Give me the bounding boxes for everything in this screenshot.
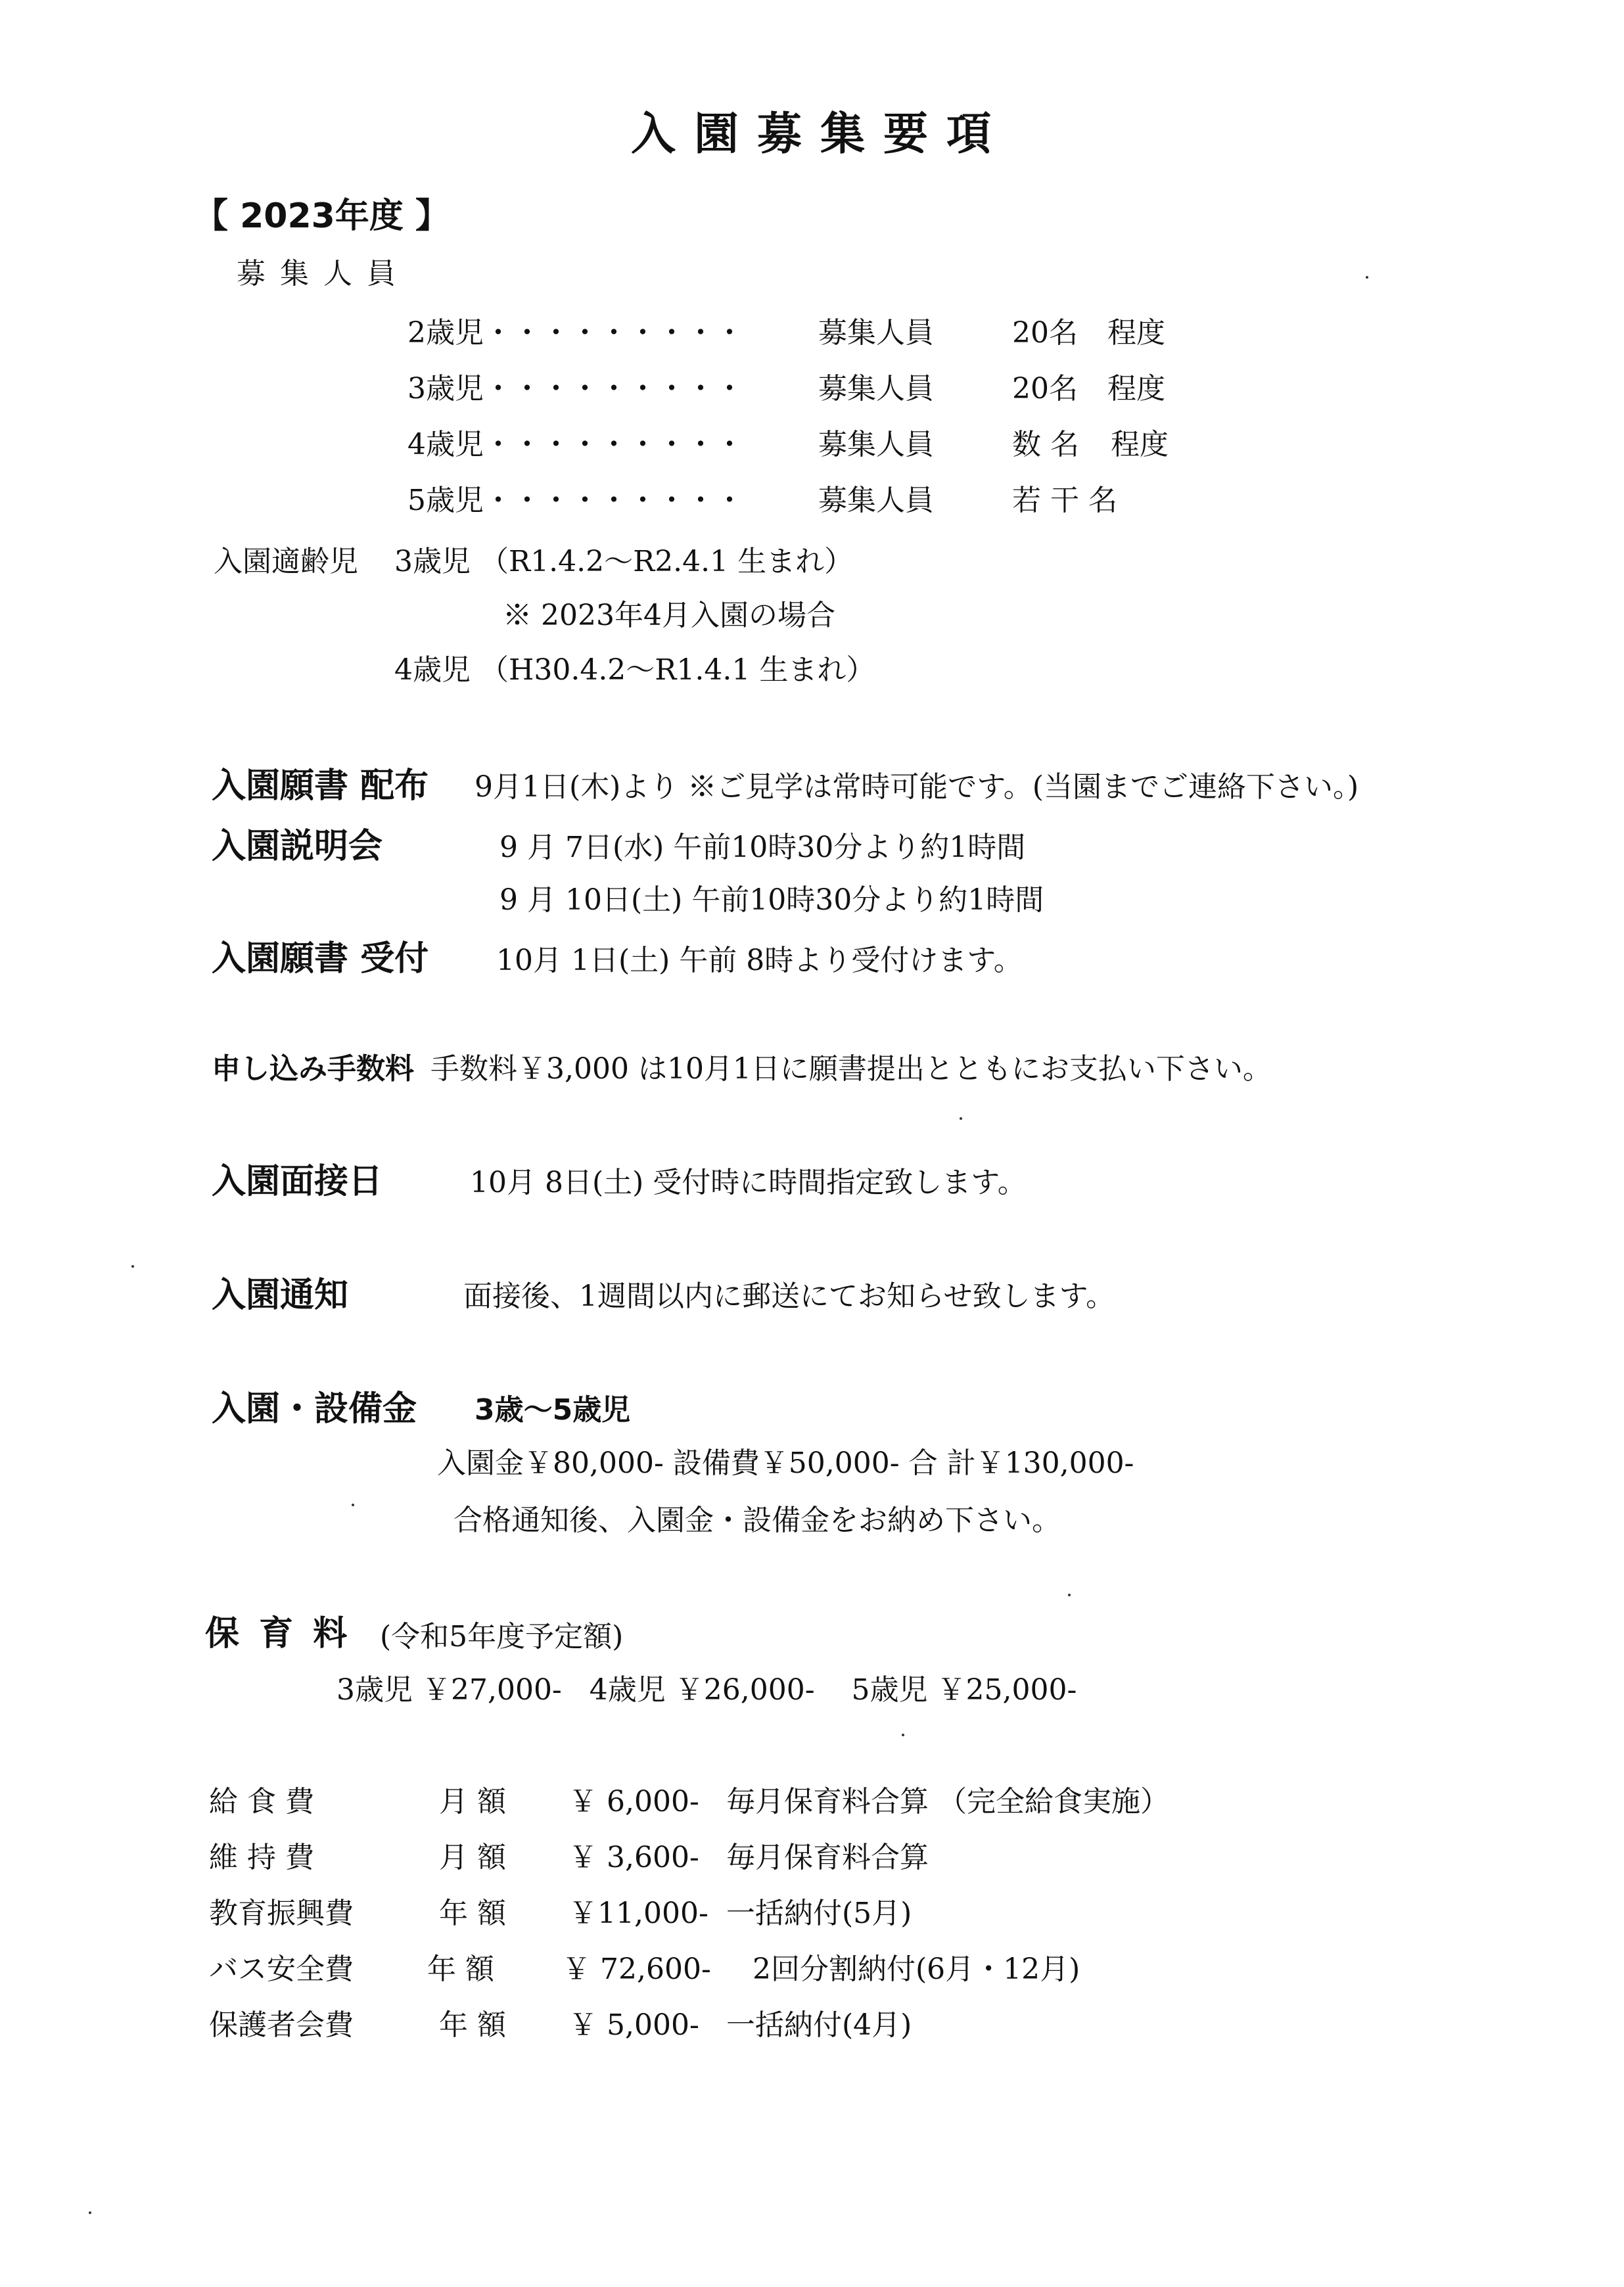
recruit-label: 募集人員: [818, 484, 934, 517]
notice-text: 面接後、1週間以内に郵送にてお知らせ致します。: [463, 1280, 1115, 1313]
recruit-count: 数 名: [1012, 428, 1079, 461]
eligible-line-2: 4歳児 （H30.4.2～R1.4.1 生まれ）: [394, 653, 875, 687]
recruit-label: 募集人員: [818, 316, 934, 350]
tuition-line: 3歳児 ￥27,000- 4歳児 ￥26,000- 5歳児 ￥25,000-: [336, 1673, 1077, 1707]
cost-name: 給 食 費: [209, 1785, 314, 1818]
recruit-count: 20名: [1012, 316, 1078, 350]
cost-amount: ￥11,000-: [568, 1897, 708, 1930]
recruit-age: 5歳児・・・・・・・・・: [407, 484, 744, 517]
cost-name: 教育振興費: [209, 1897, 354, 1930]
briefing-label: 入園説明会: [212, 827, 383, 866]
recruit-note: 程度: [1107, 316, 1165, 350]
cost-note: 毎月保育料合算 （完全給食実施）: [726, 1785, 1169, 1818]
cost-note: 一括納付(4月): [726, 2008, 912, 2042]
cost-name: バス安全費: [209, 1952, 354, 1986]
distribution-label: 入園願書 配布: [212, 766, 429, 806]
cost-note: 毎月保育料合算: [726, 1841, 929, 1874]
recruit-label: 募集人員: [818, 428, 934, 461]
recruit-age: 2歳児・・・・・・・・・: [407, 316, 744, 350]
cost-amount: ￥ 72,600-: [562, 1952, 711, 1986]
cost-period: 年 額: [439, 2008, 506, 2042]
eligible-label: 入園適齢児: [214, 545, 358, 578]
cost-note: 2回分割納付(6月・12月): [753, 1952, 1080, 1986]
cost-period: 年 額: [427, 1952, 494, 1986]
recruit-count: 若 干 名: [1012, 484, 1117, 517]
cost-period: 月 額: [439, 1785, 506, 1818]
scan-speck: [960, 1117, 962, 1120]
recruit-age: 3歳児・・・・・・・・・: [407, 372, 744, 405]
reception-label: 入園願書 受付: [212, 939, 429, 979]
facility-label: 入園・設備金: [212, 1389, 417, 1429]
scan-speck: [131, 1265, 134, 1268]
cost-period: 月 額: [439, 1841, 506, 1874]
recruit-heading: 募集人員: [237, 257, 410, 290]
cost-note: 一括納付(5月): [726, 1897, 912, 1930]
briefing-line-1: 9 月 7日(水) 午前10時30分より約1時間: [499, 831, 1026, 864]
cost-amount: ￥ 3,600-: [568, 1841, 699, 1874]
scan-speck: [352, 1504, 354, 1506]
briefing-line-2: 9 月 10日(土) 午前10時30分より約1時間: [499, 883, 1044, 917]
recruit-note: 程度: [1111, 428, 1169, 461]
notice-label: 入園通知: [212, 1276, 349, 1315]
facility-line-2: 合格通知後、入園金・設備金をお納め下さい。: [453, 1504, 1061, 1537]
recruit-age: 4歳児・・・・・・・・・: [407, 428, 744, 461]
scan-speck: [89, 2211, 91, 2214]
interview-label: 入園面接日: [212, 1162, 383, 1201]
tuition-note: (令和5年度予定額): [380, 1620, 624, 1653]
facility-ages: 3歳～5歳児: [475, 1393, 631, 1427]
fee-label: 申し込み手数料: [212, 1052, 414, 1086]
facility-line-1: 入園金￥80,000- 設備費￥50,000- 合 計￥130,000-: [437, 1446, 1134, 1480]
page-title: 入園募集要項: [631, 108, 1010, 160]
cost-name: 維 持 費: [209, 1841, 314, 1874]
tuition-label: 保 育 料: [205, 1614, 352, 1653]
scan-speck: [1366, 276, 1368, 279]
recruit-count: 20名: [1012, 372, 1078, 405]
cost-amount: ￥ 6,000-: [568, 1785, 699, 1818]
fee-text: 手数料￥3,000 は10月1日に願書提出とともにお支払い下さい。: [430, 1052, 1272, 1086]
eligible-note: ※ 2023年4月入園の場合: [503, 599, 835, 632]
distribution-text: 9月1日(木)より ※ご見学は常時可能です。(当園までご連絡下さい。): [475, 770, 1359, 804]
reception-text: 10月 1日(土) 午前 8時より受付けます。: [496, 944, 1023, 977]
scan-speck: [1068, 1594, 1071, 1596]
scan-speck: [902, 1734, 904, 1736]
interview-text: 10月 8日(土) 受付時に時間指定致します。: [470, 1166, 1027, 1199]
recruit-label: 募集人員: [818, 372, 934, 405]
cost-period: 年 額: [439, 1897, 506, 1930]
eligible-line-1: 3歳児 （R1.4.2～R2.4.1 生まれ）: [394, 545, 854, 578]
cost-amount: ￥ 5,000-: [568, 2008, 699, 2042]
recruit-note: 程度: [1107, 372, 1165, 405]
year-heading: 【 2023年度 】: [194, 196, 450, 236]
cost-name: 保護者会費: [209, 2008, 354, 2042]
